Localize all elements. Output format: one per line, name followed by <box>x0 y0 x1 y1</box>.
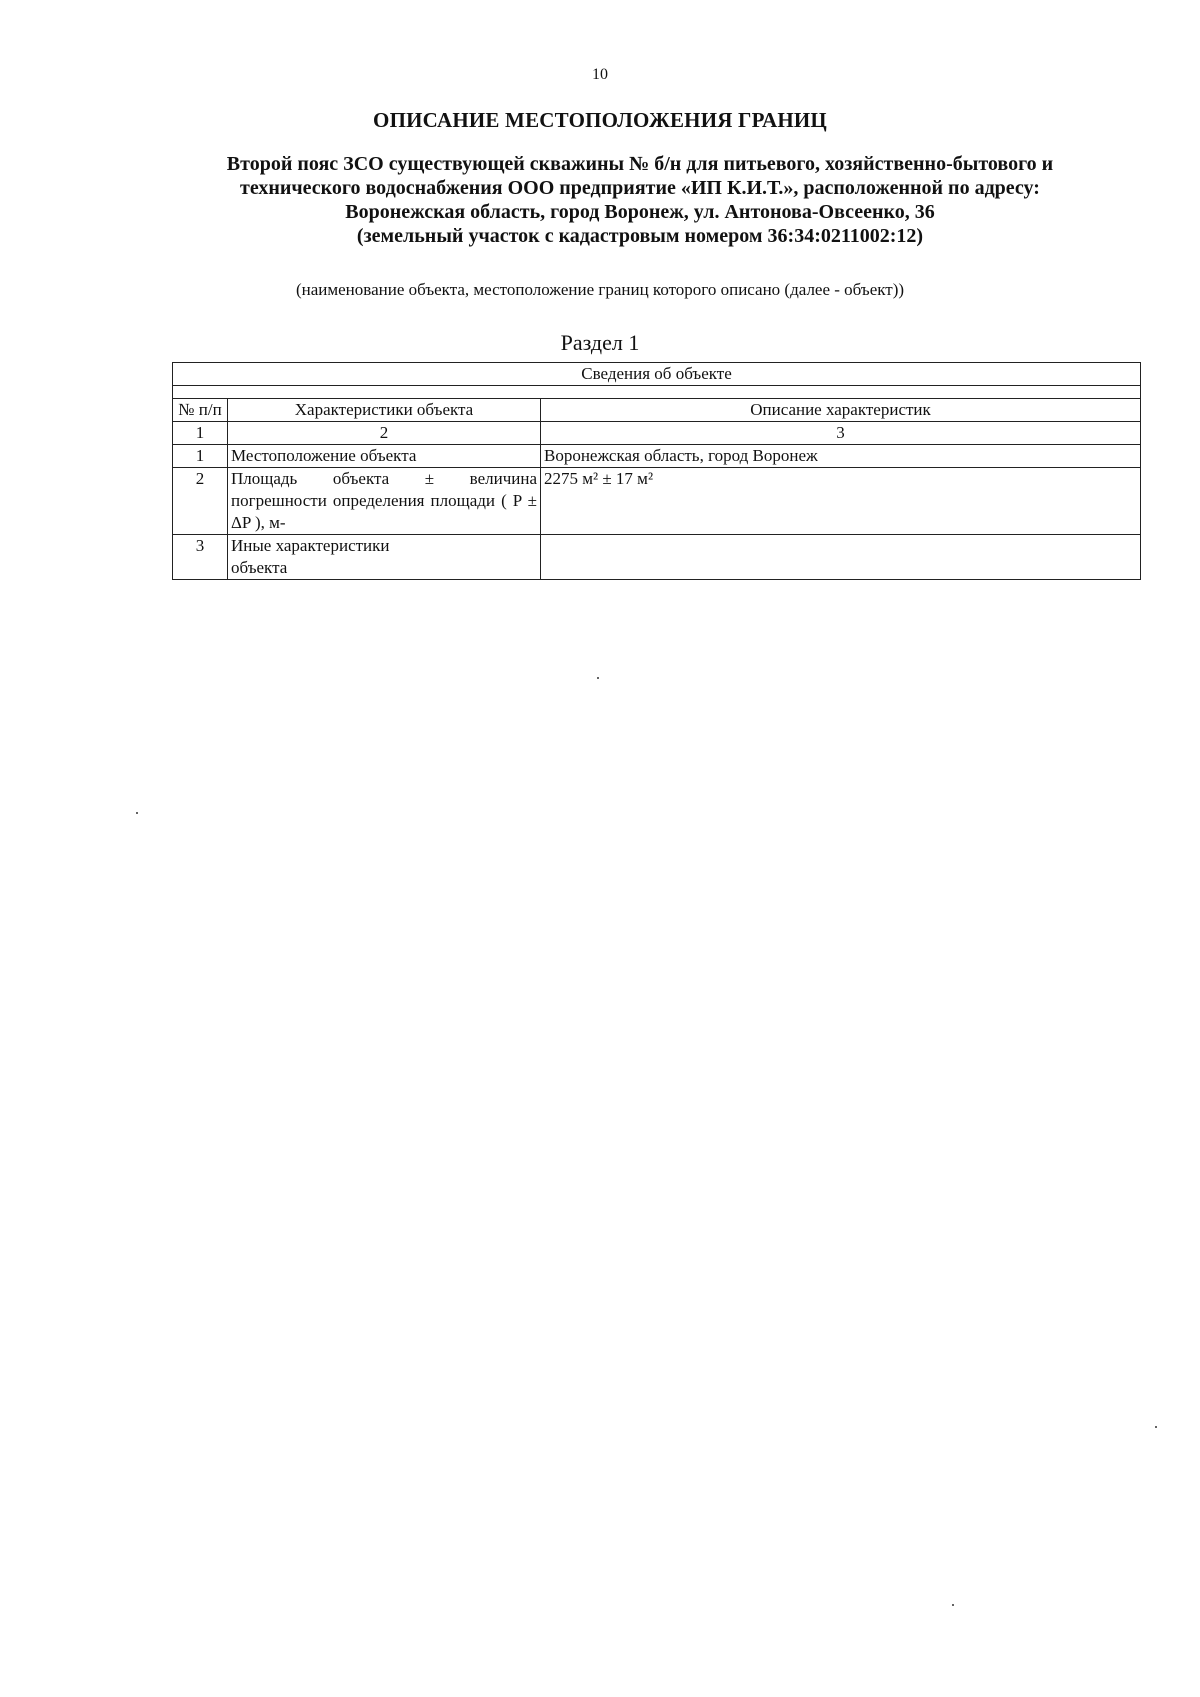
object-name <box>160 152 1120 248</box>
table-row <box>173 468 1141 535</box>
document-title: ОПИСАНИЕ МЕСТОПОЛОЖЕНИЯ ГРАНИЦ <box>373 108 827 132</box>
table-spacer-row <box>173 386 1141 399</box>
header-description: Описание характеристик <box>541 399 1141 422</box>
table-row <box>173 535 1141 580</box>
header-number: № п/п <box>173 399 228 422</box>
scan-speck <box>1155 1426 1157 1428</box>
numbering-cell: 3 <box>541 422 1141 445</box>
row-number: 3 <box>173 535 228 580</box>
row-description: 2275 м² ± 17 м² <box>541 468 1141 535</box>
page-number: 10 <box>592 66 608 83</box>
object-name-line: Воронежская область, город Воронеж, ул. Антонова-Овсеенко, 36 <box>345 201 935 223</box>
table-caption-row <box>173 363 1141 386</box>
table-numbering-row <box>173 422 1141 445</box>
scan-speck <box>597 677 599 679</box>
table-header-row <box>173 399 1141 422</box>
object-info-table <box>172 362 1141 580</box>
header-characteristic: Характеристики объекта <box>228 399 541 422</box>
table-row <box>173 445 1141 468</box>
table-spacer-cell <box>173 386 1141 399</box>
object-name-line: технического водоснабжения ООО предприятие «ИП К.И.Т.», расположенной по адресу: <box>240 177 1040 199</box>
numbering-cell: 2 <box>228 422 541 445</box>
row-characteristic: Местоположение объекта <box>228 445 541 468</box>
scan-speck <box>136 812 138 814</box>
object-name-line: (земельный участок с кадастровым номером 36:34:0211002:12) <box>356 225 924 247</box>
numbering-cell: 1 <box>173 422 228 445</box>
row-description: Воронежская область, город Воронеж <box>541 445 1141 468</box>
object-caption: (наименование объекта, местоположение границ которого описано (далее - объект)) <box>295 280 905 299</box>
section-title: Раздел 1 <box>560 330 640 355</box>
row-number: 2 <box>173 468 228 535</box>
object-name-line: Второй пояс ЗСО существующей скважины № б/н для питьевого, хозяйственно-бытового и <box>226 153 1054 175</box>
row-number: 1 <box>173 445 228 468</box>
row-characteristic: Площадь объекта ± величина погрешности определения площади ( P ± ΔP ), м- <box>228 468 541 535</box>
table-caption: Сведения об объекте <box>173 363 1141 386</box>
row-characteristic: Иные характеристики объекта <box>228 535 541 580</box>
scan-speck <box>952 1604 954 1606</box>
row-description <box>541 535 1141 580</box>
